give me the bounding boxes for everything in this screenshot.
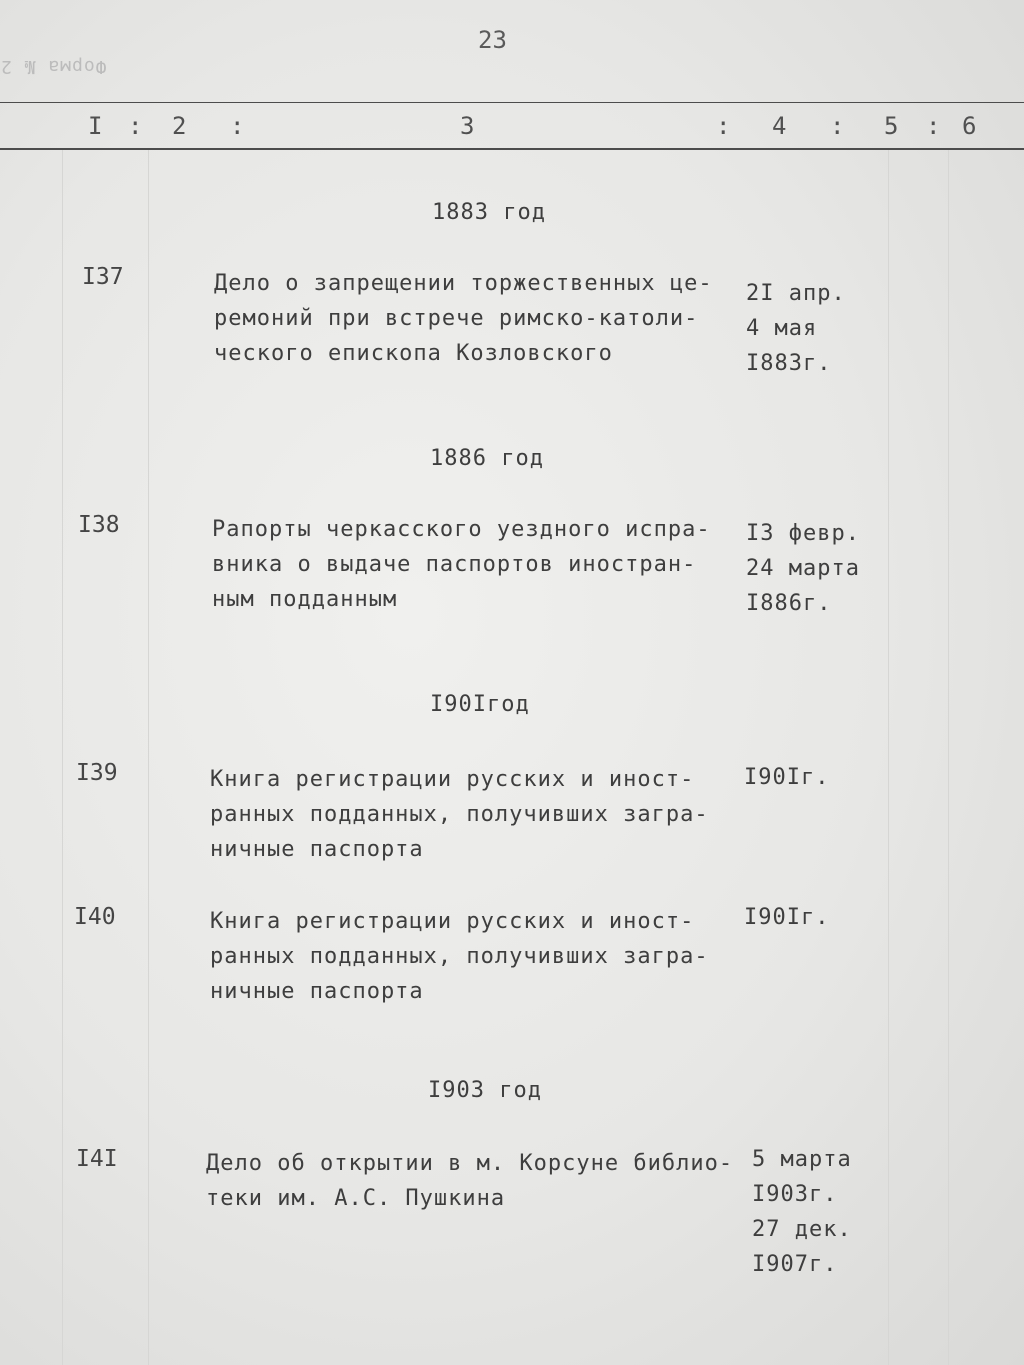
column-separator: : <box>128 112 143 140</box>
ghost-column-line <box>888 150 889 1365</box>
entry-number: I38 <box>78 512 120 538</box>
section-year: 1883 год <box>432 200 546 225</box>
entry-title-line: Дело о запрещении торжественных це- <box>214 271 713 296</box>
column-separator: : <box>830 112 845 140</box>
entry-number: I39 <box>76 760 118 786</box>
entry-title <box>210 762 750 867</box>
entry-date-line: 5 марта <box>752 1147 852 1172</box>
entry-number: I4I <box>76 1146 118 1172</box>
column-header-6: 6 <box>962 112 977 140</box>
entry-title-line: ничные паспорта <box>210 979 424 1004</box>
column-header-3: 3 <box>460 112 475 140</box>
entry-date-line: I883г. <box>746 351 832 376</box>
entry-date-line: 4 мая <box>746 316 818 341</box>
entry-title-line: ранных подданных, получивших загра- <box>210 944 709 969</box>
column-header-4: 4 <box>772 112 787 140</box>
column-header-2: 2 <box>172 112 187 140</box>
entry-title-line: ремоний при встрече римско-католи- <box>214 306 699 331</box>
entry-dates <box>744 760 829 795</box>
entry-title <box>210 904 750 1009</box>
entry-title-line: вника о выдаче паспортов иностран- <box>212 552 697 577</box>
entry-title-line: ничные паспорта <box>210 837 424 862</box>
entry-date-line: I3 февр. <box>746 521 860 546</box>
entry-title-line: Рапорты черкасского уездного испра- <box>212 517 711 542</box>
entry-title-line: Дело об открытии в м. Корсуне библио- <box>206 1151 734 1176</box>
entry-title <box>212 512 752 617</box>
entry-title-line: ным подданным <box>212 587 398 612</box>
entry-date-line: I90Iг. <box>744 905 830 930</box>
ghost-column-line <box>62 150 63 1365</box>
entry-dates <box>752 1142 852 1282</box>
entry-date-line: 2I апр. <box>746 281 846 306</box>
column-separator: : <box>926 112 941 140</box>
column-separator: : <box>230 112 245 140</box>
column-header-5: 5 <box>884 112 899 140</box>
entry-date-line: I903г. <box>752 1182 838 1207</box>
entry-date-line: 27 дек. <box>752 1217 852 1242</box>
entry-title-line: Книга регистрации русских и иност- <box>210 909 695 934</box>
entry-title-line: ческого епископа Козловского <box>214 341 613 366</box>
entry-title-line: ранных подданных, получивших загра- <box>210 802 709 827</box>
entry-dates <box>746 276 846 381</box>
ghost-column-line <box>148 150 149 1365</box>
section-year: I903 год <box>428 1078 542 1103</box>
page-number: 23 <box>478 26 507 54</box>
section-year: I90Iгод <box>430 692 530 717</box>
ghost-column-line <box>948 150 949 1365</box>
entry-date-line: I907г. <box>752 1252 838 1277</box>
entry-dates <box>744 900 829 935</box>
entry-date-line: 24 марта <box>746 556 860 581</box>
entry-number: I37 <box>82 264 124 290</box>
header-rule-bottom <box>0 148 1024 150</box>
entry-date-line: I886г. <box>746 591 832 616</box>
entry-title <box>206 1146 746 1216</box>
entry-title <box>214 266 754 371</box>
entry-title-line: Книга регистрации русских и иност- <box>210 767 695 792</box>
entry-title-line: теки им. А.С. Пушкина <box>206 1186 506 1211</box>
section-year: 1886 год <box>430 446 544 471</box>
entry-date-line: I90Iг. <box>744 765 830 790</box>
entry-dates <box>746 516 860 621</box>
entry-number: I40 <box>74 904 116 930</box>
column-header-1: I <box>88 112 103 140</box>
column-separator: : <box>716 112 731 140</box>
header-rule-top <box>0 102 1024 103</box>
form-stamp: Форма № 2 <box>0 56 107 77</box>
